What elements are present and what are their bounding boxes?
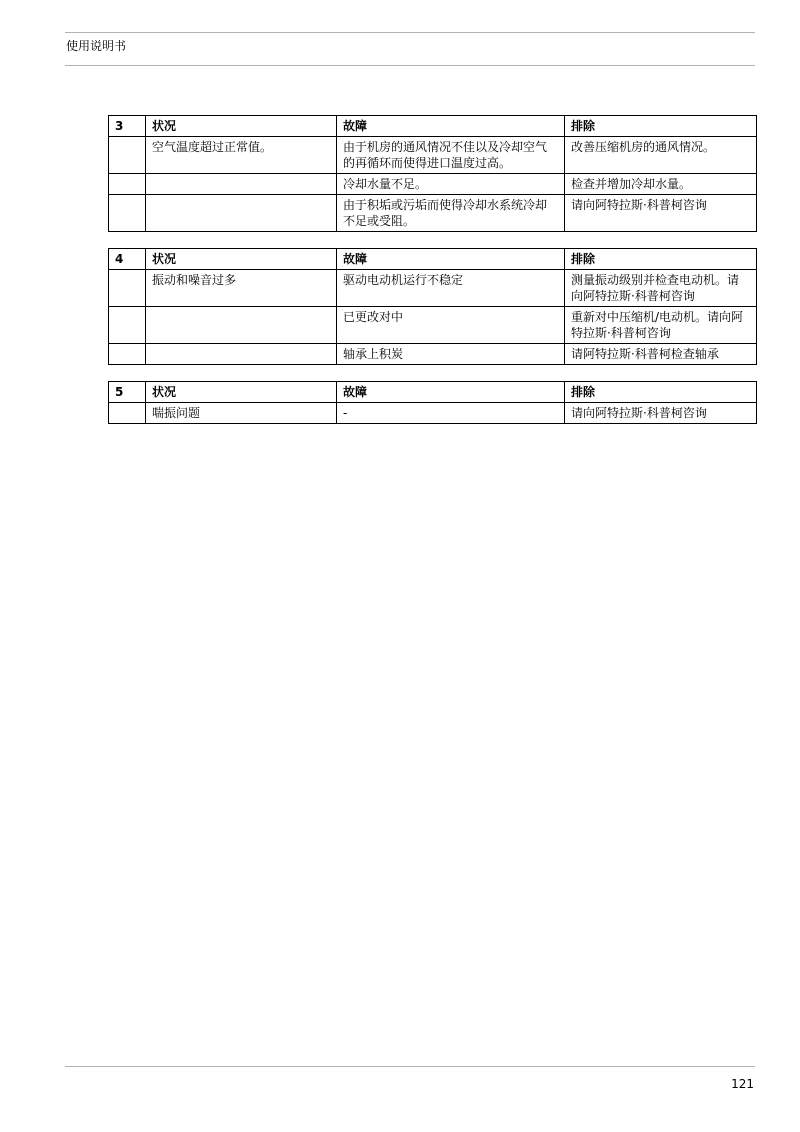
column-header-fix: 排除 [565,249,757,270]
footer-rule [65,1066,755,1067]
fault-cell: - [337,403,565,424]
column-header-fault: 故障 [337,116,565,137]
column-header-fix: 排除 [565,382,757,403]
fault-cell: 已更改对中 [337,307,565,344]
fix-cell: 请向阿特拉斯·科普柯咨询 [565,195,757,232]
fault-cell: 驱动电动机运行不稳定 [337,270,565,307]
document-title: 使用说明书 [66,39,127,53]
section-number: 5 [109,382,146,403]
section-number: 4 [109,249,146,270]
fault-cell: 由于积垢或污垢而使得冷却水系统冷却不足或受阻。 [337,195,565,232]
column-header-fault: 故障 [337,249,565,270]
row-number-cell [109,137,146,174]
fault-cell: 由于机房的通风情况不佳以及冷却空气的再循环而使得进口温度过高。 [337,137,565,174]
state-cell [146,307,337,344]
table-row [109,344,757,365]
table-row [109,195,757,232]
table-header-row [109,116,757,137]
state-cell: 振动和噪音过多 [146,270,337,307]
fault-cell: 轴承上积炭 [337,344,565,365]
row-number-cell [109,174,146,195]
fix-cell: 请阿特拉斯·科普柯检查轴承 [565,344,757,365]
fix-cell: 测量振动级别并检查电动机。请向阿特拉斯·科普柯咨询 [565,270,757,307]
header-bottom-rule [65,65,755,66]
troubleshooting-tables [108,115,756,440]
state-cell [146,174,337,195]
table-row [109,137,757,174]
table-header-row [109,382,757,403]
row-number-cell [109,307,146,344]
row-number-cell [109,195,146,232]
troubleshooting-table-5 [108,381,757,424]
row-number-cell [109,344,146,365]
row-number-cell [109,403,146,424]
header-top-rule [65,32,755,33]
state-cell [146,344,337,365]
column-header-fault: 故障 [337,382,565,403]
fix-cell: 改善压缩机房的通风情况。 [565,137,757,174]
fix-cell: 检查并增加冷却水量。 [565,174,757,195]
table-row [109,174,757,195]
column-header-state: 状况 [146,382,337,403]
table-row [109,403,757,424]
troubleshooting-table-3 [108,115,757,232]
table-row [109,307,757,344]
fault-cell: 冷却水量不足。 [337,174,565,195]
fix-cell: 重新对中压缩机/电动机。请向阿特拉斯·科普柯咨询 [565,307,757,344]
page-number: 121 [731,1077,754,1091]
table-header-row [109,249,757,270]
section-number: 3 [109,116,146,137]
fix-cell: 请向阿特拉斯·科普柯咨询 [565,403,757,424]
column-header-state: 状况 [146,116,337,137]
state-cell [146,195,337,232]
column-header-fix: 排除 [565,116,757,137]
state-cell: 喘振问题 [146,403,337,424]
state-cell: 空气温度超过正常值。 [146,137,337,174]
row-number-cell [109,270,146,307]
troubleshooting-table-4 [108,248,757,365]
column-header-state: 状况 [146,249,337,270]
table-row [109,270,757,307]
